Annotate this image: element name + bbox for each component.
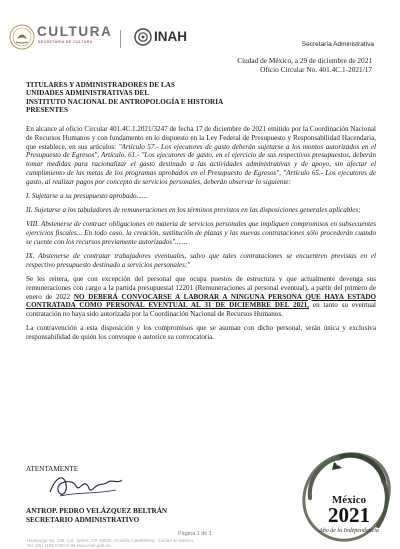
office-name: Secretaría Administrativa (301, 41, 374, 48)
paragraph-contravention: La contravención a esta disposición y los compromisos que se asuman con dicho personal, serán única y exclusiva responsabilidad de quién los convoque o autorice su convocatoria. (26, 324, 376, 341)
mexico-2021-emblem (298, 448, 398, 546)
paragraph-intro (26, 125, 376, 186)
intro-text: En alcance al oficio Circular 401.4C.1.2021/3247 de fecha 17 de diciembre de 2021 emitido por la Coordinación Nacional de Recursos Humanos y con fundamento en lo dispuesto en la Ley Federal de Presupuesto y Responsabilidad Hacendaria, que establece, en sus artículos: (26, 125, 376, 151)
letter-body (26, 125, 376, 347)
inah-logo-text: INAH (154, 29, 187, 44)
reiteration-tail: en tanto su eventual contratación no haya sido autorizada por la Coordinación Nacional de Recursos Humanos. (26, 301, 376, 318)
footer-address-line: Tel. (55) 4166 0780 al 84 www.inah.gob.mx (27, 543, 112, 549)
signer-block (26, 507, 167, 524)
emblem-line-2: 2021 (328, 503, 370, 527)
item-ix: IX. Abstenerse de contratar trabajadores eventuales, salvo que tales contrataciones se encuentren previstas en el respectivo presupuesto destinado a servicios personales;" (26, 252, 376, 269)
item-i: I. Sujetarse a su presupuesto aprobado...... (26, 191, 148, 200)
place-date: Ciudad de México, a 29 de diciembre de 2021 (237, 56, 372, 65)
addressee-line: INSTITUTO NACIONAL DE ANTROPOLOGÍA E HISTORIA (26, 97, 224, 106)
reiteration-text: Se les reitera, que con excepción del personal que ocupa puestos de estructura y que actualmente devenga sus remuneraciones con cargo a la partida presupuestal 12201 (Remuneraciones al personal eventual), a partir del primero de enero de 2022 (26, 275, 376, 301)
footer-address-line: Hamburgo No. 135, Col. Juárez, CP. 06600, Alcaldía Cuauhtémoc, Ciudad de México. (27, 538, 195, 543)
reiteration-emphasis: NO DEBERÁ CONVOCARSE A LABORAR A NINGUNA PERSONA QUE HAYA ESTADO CONTRATADA COMO PERSONAL EVENTUAL AL 31 DE DICIEMBRE DEL 2021, (26, 292, 376, 310)
item-viii: VIII. Abstenerse de contraer obligaciones en materia de servicios personales que impliquen compromisos en subsecuentes ejercicios fiscales... En todo caso, la creación, sustitución de plazas y las nuevas contrataciones sólo procederán cuando se cuente con los recursos previamente autorizados"....... (26, 220, 376, 246)
logo-divider (120, 30, 121, 48)
signer-name: ANTROP. PEDRO VELÁZQUEZ BELTRÁN (26, 507, 168, 515)
addressee-line: PRESENTES (26, 105, 68, 114)
intro-quote: "Artículo 57.- Los ejecutores de gasto deberán sujetarse a los montos autorizados en el Presupuesto de Egresos", Artículo, 61.- "Los ejecutores de gasto, en el ejercicio de sus respectivos presupuestos, deberán tomar medidas para racionalizar el gasto destinado a las actividades administrativas y de apoyo, sin afectar el cumplimiento de las metas de los programas aprobados en el Presupuesto de Egresos", "Artículo 65.- Los ejecutores de gasto, al realizar pagos por concepto de servicios personales, deberán observar lo siguiente: (26, 142, 376, 186)
emblem-line-3: Año de la Independencia (319, 528, 379, 534)
dateline (237, 57, 372, 75)
paragraph-reiteration (26, 275, 376, 319)
footer-address (27, 538, 194, 549)
page-number: Página 1 de 1 (178, 531, 212, 537)
inah-logo-icon (134, 28, 152, 46)
cultura-logo-subtext: SECRETARÍA DE CULTURA (38, 40, 93, 44)
signer-title: SECRETARIO ADMINISTRATIVO (26, 515, 140, 524)
closing: ATENTAMENTE (26, 465, 79, 473)
cultura-logo-text: CULTURA (37, 24, 113, 39)
addressee-line: TITULARES Y ADMINISTRADORES DE LAS (26, 81, 175, 89)
mexico-seal-icon (9, 24, 35, 50)
circular-number: Oficio Circular No. 401.4C.1-2021/17 (260, 64, 372, 74)
handwritten-signature (46, 470, 126, 504)
addressee-block (26, 81, 223, 114)
item-ii: II. Sujetarse a los tabuladores de remuneraciones en los términos previstos en las disposiciones generales aplicables; (26, 206, 361, 214)
addressee-line: UNIDADES ADMINISTRATIVAS DEL (26, 89, 150, 98)
emblem-line-1: México (331, 494, 367, 506)
